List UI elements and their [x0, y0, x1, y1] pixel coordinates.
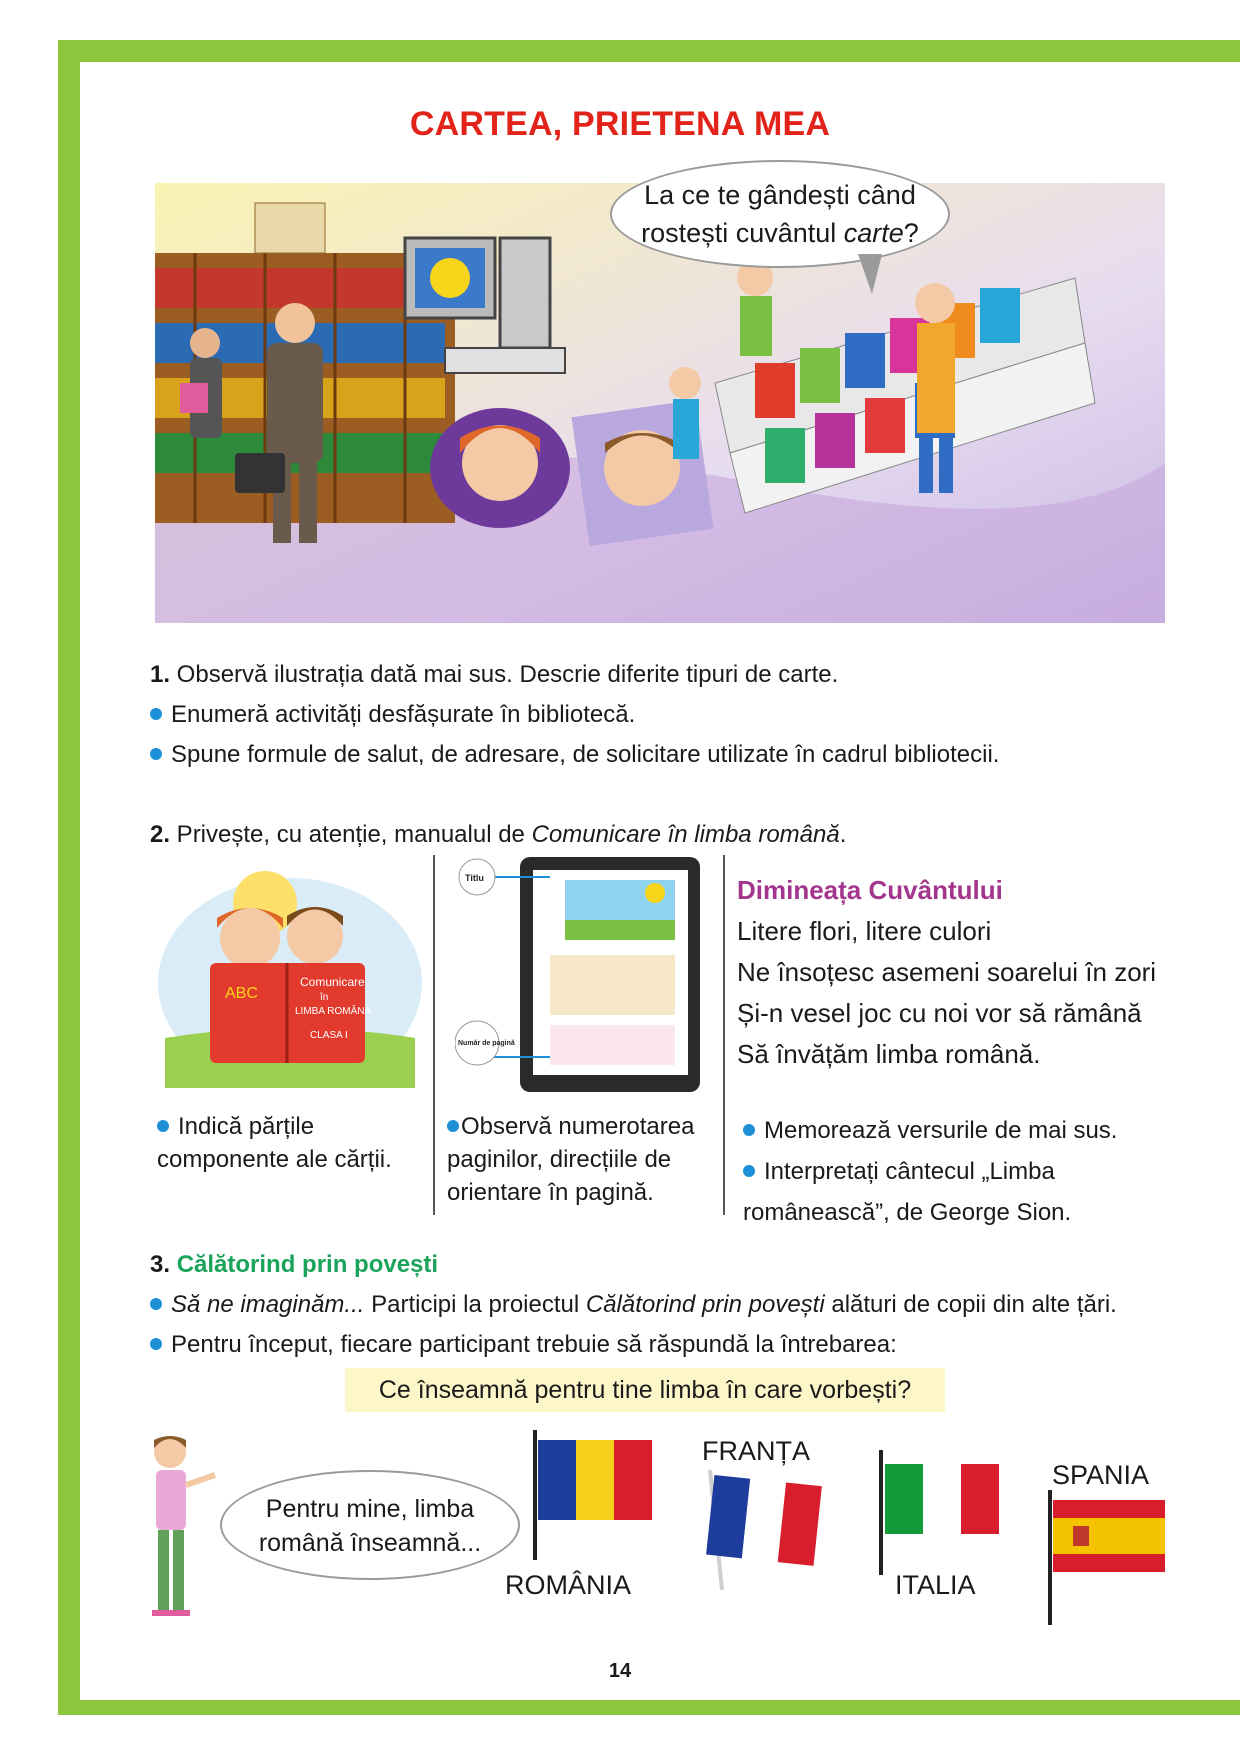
flag-label-italy: ITALIA	[895, 1570, 976, 1600]
bullet-icon	[743, 1124, 755, 1136]
question-box: Ce înseamnă pentru tine limba în care vorbești?	[345, 1368, 945, 1412]
bubble-line-2: rostești cuvântul carte?	[641, 218, 919, 248]
flag-label-france: FRANȚA	[702, 1436, 810, 1466]
flag-label-spain: SPANIA	[1052, 1460, 1150, 1490]
tablet-illustration	[455, 855, 720, 1095]
flag-label-romania: ROMÂNIA	[505, 1570, 632, 1600]
bullet-icon	[150, 1298, 162, 1310]
column-divider-2	[723, 855, 725, 1215]
flag-italy	[875, 1450, 1005, 1575]
column-3-text: Memorează versurile de mai sus. Interpretați cântecul „Limba românească”, de George Sion.	[743, 1117, 1118, 1226]
book-cover-title-3: LIMBA ROMÂNĂ	[295, 1006, 372, 1017]
exercise-1-heading: 1. Observă ilustrația dată mai sus. Descrie diferite tipuri de carte.	[150, 661, 839, 688]
page-frame-bottom	[58, 1700, 1240, 1715]
poem	[737, 870, 1156, 1075]
poem-line: Litere flori, litere culori	[737, 916, 992, 946]
book-cover-title-2: în	[320, 992, 329, 1003]
children-reading-illustration	[155, 868, 425, 1093]
flag-stripe	[1053, 1500, 1165, 1518]
flag-france	[700, 1470, 830, 1590]
speech-bubble-question	[610, 160, 950, 268]
page-number: 14	[608, 1660, 632, 1682]
bullet-icon	[150, 748, 162, 760]
poem-line: Să învățăm limba română.	[737, 1039, 1041, 1069]
bubble-line-1: La ce te gândești când	[644, 180, 916, 210]
bullet-icon	[157, 1120, 169, 1132]
bullet-icon	[743, 1165, 755, 1177]
page-title: CARTEA, PRIETENA MEA	[409, 105, 831, 143]
flag-spain	[1045, 1490, 1175, 1625]
flag-stripe	[576, 1440, 614, 1520]
flag-stripe	[923, 1464, 961, 1534]
bullet-icon	[150, 708, 162, 720]
tablet-label-title: Titlu	[465, 873, 484, 883]
page-frame-left	[58, 40, 80, 1715]
speech-bubble-answer: Pentru mine, limba română înseamnă...	[220, 1470, 520, 1580]
book-cover-class: CLASA I	[310, 1030, 348, 1041]
flag-stripe	[538, 1440, 576, 1520]
poem-line: Și-n vesel joc cu noi vor să rămână	[737, 998, 1142, 1028]
exercise-1-bullet-1: Enumeră activități desfășurate în bibliotecă.	[150, 700, 635, 730]
exercise-3-bullet-2: Pentru început, fiecare participant trebuie să răspundă la întrebarea:	[150, 1330, 897, 1360]
book-cover-letters: ABC	[225, 985, 258, 1002]
exercise-3-bullet-1: Să ne imaginăm... Participi la proiectul Călătorind prin povești alături de copii din alte țări.	[150, 1290, 1117, 1320]
flag-stripe	[961, 1464, 999, 1534]
speech-bubble-tail	[858, 254, 882, 294]
flag-stripe	[614, 1440, 652, 1520]
book-cover-title-1: Comunicare	[300, 975, 365, 989]
poem-title: Dimineața Cuvântului	[737, 875, 1003, 905]
exercise-2-heading: 2. Privește, cu atenție, manualul de Comunicare în limba română.	[150, 821, 847, 848]
girl-portrait	[430, 408, 570, 528]
poem-line: Ne însoțesc asemeni soarelui în zori	[737, 957, 1157, 987]
flag-stripe	[1053, 1554, 1165, 1572]
exercise-1-bullet-2: Spune formule de salut, de adresare, de solicitare utilizate în cadrul bibliotecii.	[150, 740, 999, 770]
flag-stripe	[1053, 1518, 1165, 1554]
exercise-3-heading: 3. Călătorind prin povești	[150, 1251, 439, 1278]
bullet-icon	[447, 1120, 459, 1132]
column-2-text: Observă numerotarea paginilor, direcțiile de orientare în pagină.	[447, 1113, 695, 1206]
tablet-label-page-number: Număr de pagină	[458, 1040, 515, 1047]
flag-stripe	[885, 1464, 923, 1534]
bullet-icon	[150, 1338, 162, 1350]
column-divider-1	[433, 855, 435, 1215]
page-frame-top	[58, 40, 1240, 62]
column-1-text: Indică părțile componente ale cărții.	[157, 1113, 392, 1173]
flag-romania	[530, 1430, 660, 1560]
